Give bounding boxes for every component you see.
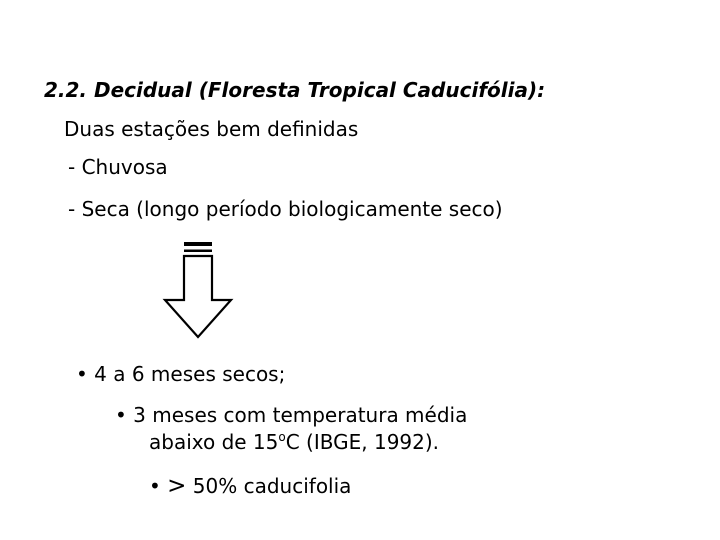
slide-heading: 2.2. Decidual (Floresta Tropical Caducifólia): (44, 78, 546, 102)
bullet-temperature-line1: • 3 meses com temperatura média (115, 403, 468, 427)
bullet-prefix: • (149, 474, 168, 498)
subheading: Duas estações bem definidas (64, 117, 359, 141)
bullet-temperature-line2 (149, 431, 439, 452)
deciduous-text: 50% caducifolia (186, 474, 352, 498)
temperature-suffix: C (IBGE, 1992). (285, 430, 440, 454)
greater-than-symbol: > (167, 473, 187, 499)
season-dry: - Seca (longo período biologicamente seco) (68, 197, 503, 221)
bullet-deciduous (149, 475, 351, 498)
bullet-dry-months: • 4 a 6 meses secos; (76, 362, 286, 386)
down-arrow-icon (162, 241, 234, 339)
temperature-prefix: abaixo de 15 (149, 430, 279, 454)
degree-mark: o (278, 430, 286, 444)
season-rainy: - Chuvosa (68, 155, 168, 179)
